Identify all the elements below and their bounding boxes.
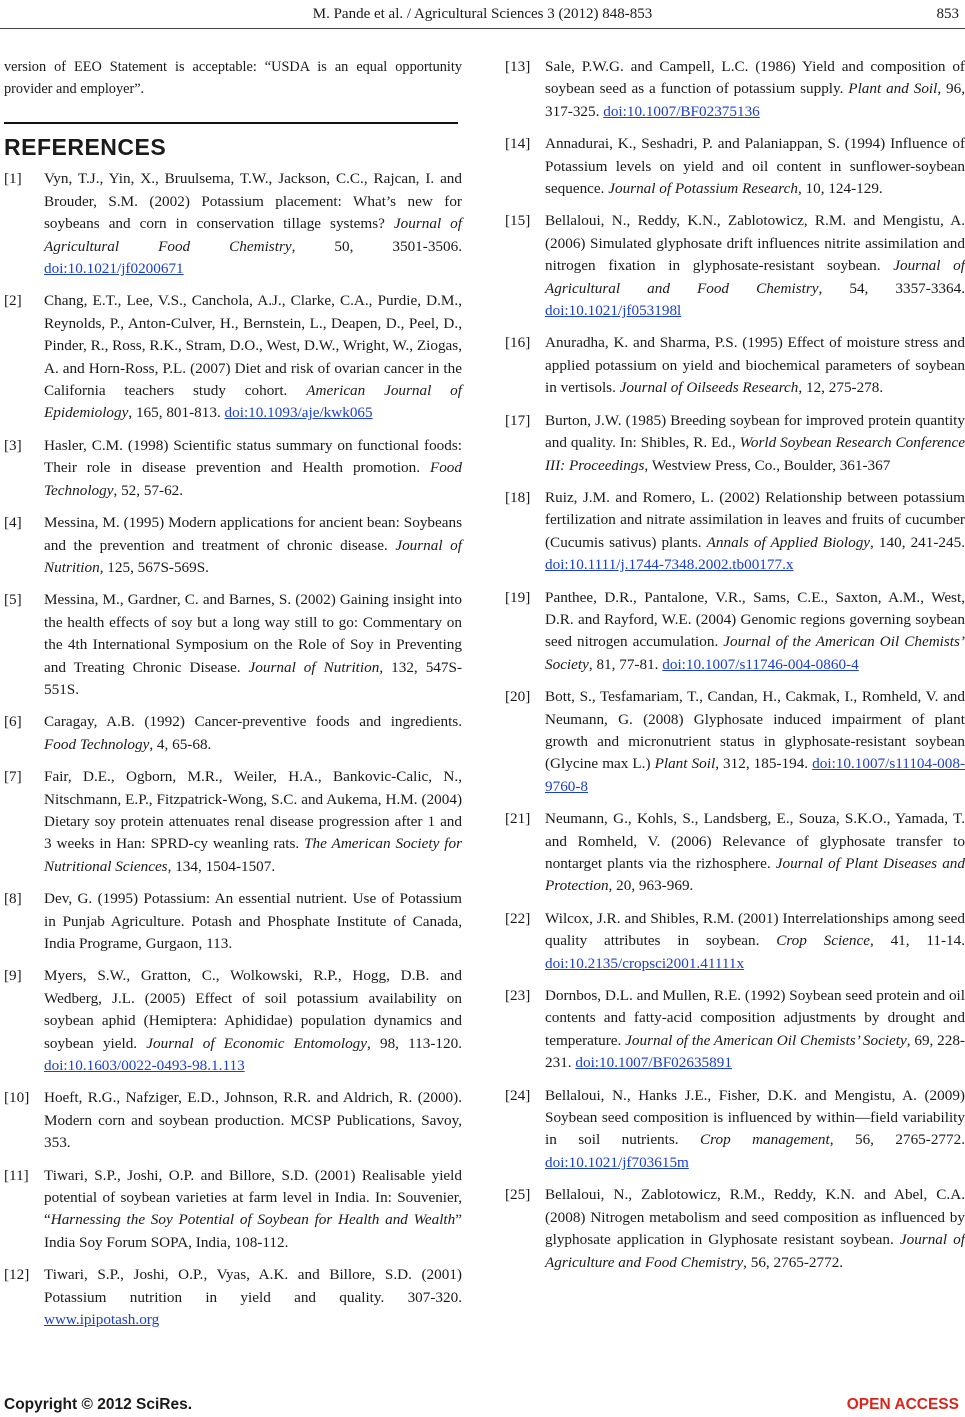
reference-number: [17] [505, 411, 531, 429]
reference-volume-pages: , Westview Press, Co., Boulder, 361-367 [644, 456, 891, 474]
reference-authors-title: Tiwari, S.P., Joshi, O.P. and Billore, S.D. (2001) Realisable yield potential of soybean varieties at farm level in India. In: Souvenier, “ [44, 1166, 462, 1229]
reference-entry [505, 133, 965, 200]
reference-number: [20] [505, 688, 531, 706]
reference-number: [24] [505, 1086, 531, 1104]
header-divider [0, 28, 965, 29]
reference-number: [1] [4, 170, 22, 188]
reference-entry [4, 168, 462, 280]
reference-authors-title: Wilcox, J.R. and Shibles, R.M. (2001) Interrelationships among seed quality attributes in soybean. [545, 909, 965, 950]
reference-volume-pages: , 4, 65-68. [149, 735, 212, 753]
reference-authors-title: Bellaloui, N., Hanks J.E., Fisher, D.K. and Mengistu, A. (2009) Soybean seed composition is influenced by within—field variability in soil nutrients. [545, 1086, 965, 1149]
reference-volume-pages: , 312, 185-194. [715, 755, 813, 773]
reference-text [44, 1087, 462, 1154]
reference-journal: Crop Science [776, 932, 870, 950]
reference-text [44, 1264, 462, 1331]
reference-number: [7] [4, 768, 22, 786]
references-list-right [505, 56, 965, 1274]
reference-journal: Journal of Agriculture and Food Chemistry [545, 1231, 965, 1271]
reference-volume-pages: , 96, 317-325. [545, 80, 965, 120]
reference-volume-pages: , 165, 801-813. [128, 404, 225, 422]
reference-entry [505, 808, 965, 898]
page-header [0, 6, 965, 30]
reference-volume-pages: , 52, 57-62. [113, 481, 184, 499]
reference-number: [6] [4, 713, 22, 731]
reference-volume-pages: , 56, 2765-2772. [829, 1131, 965, 1149]
reference-number: [23] [505, 987, 531, 1005]
reference-text [545, 808, 965, 898]
reference-number: [15] [505, 212, 531, 230]
intro-paragraph: version of EEO Statement is acceptable: “USDA is an equal opportunity provider and employer”. [4, 59, 462, 97]
reference-text [545, 133, 965, 200]
left-column [4, 56, 462, 1342]
running-title: M. Pande et al. / Agricultural Sciences 3 (2012) 848-853 [312, 6, 653, 22]
reference-authors-title: Hasler, C.M. (1998) Scientific status summary on functional foods: Their role in disease prevention and Health promotion. [44, 436, 462, 477]
reference-text [545, 210, 965, 322]
section-divider [4, 122, 458, 124]
reference-entry [505, 985, 965, 1075]
doi-link[interactable]: www.ipipotash.org [44, 1311, 160, 1329]
reference-entry [4, 888, 462, 955]
reference-journal: The American Society for Nutritional Sciences [44, 835, 462, 875]
reference-authors-title: Messina, M. (1995) Modern applications for ancient bean: Soybeans and the prevention and treatment of chronic disease. [44, 514, 462, 554]
reference-text [44, 965, 462, 1077]
reference-volume-pages: , 20, 963-969. [608, 877, 694, 895]
reference-entry [4, 435, 462, 502]
doi-link[interactable]: doi:10.1007/s11746-004-0860-4 [662, 655, 859, 673]
reference-authors-title: Hoeft, R.G., Nafziger, E.D., Johnson, R.R. and Aldrich, R. (2000). Modern corn and soybean production. MCSP Publications, Savoy, 353. [44, 1089, 462, 1152]
open-access-label: OPEN ACCESS [846, 1396, 959, 1413]
reference-text [545, 410, 965, 477]
reference-number: [9] [4, 967, 22, 985]
doi-link[interactable]: doi:10.1021/jf703615m [545, 1153, 689, 1171]
page-number: 853 [936, 6, 959, 22]
reference-entry [4, 1165, 462, 1255]
reference-authors-title: Vyn, T.J., Yin, X., Bruulsema, T.W., Jackson, C.C., Rajcan, I. and Brouder, S.M. (2002) Potassium placement: What’s new for soybeans and corn in conservation tillage systems? [44, 170, 462, 233]
reference-authors-title: Messina, M., Gardner, C. and Barnes, S. (2002) Gaining insight into the health effects of soy but a long way still to go: Commentary on the 4th International Symposium on the Role of Soy in Preventing and Treating Chronic Disease. [44, 591, 462, 676]
reference-authors-title: Dev, G. (1995) Potassium: An essential nutrient. Use of Potassium in Punjab Agriculture. Potash and Phosphate Institute of Canada, India Programe, Gurgaon, 113. [44, 890, 462, 952]
reference-authors-title: Bott, S., Tesfamariam, T., Candan, H., Cakmak, I., Romheld, V. and Neumann, G. (2008) Glyphosate induced impairment of plant growth and micronutrient status in glyphosate-resistant soybean (Glycine max L.) [545, 688, 965, 773]
reference-journal: Annals of Applied Biology [706, 533, 871, 551]
reference-number: [22] [505, 909, 531, 927]
reference-number: [14] [505, 135, 531, 153]
reference-number: [11] [4, 1166, 29, 1184]
reference-entry [505, 487, 965, 577]
reference-text [44, 168, 462, 280]
reference-text [545, 985, 965, 1075]
reference-number: [8] [4, 890, 22, 908]
doi-link[interactable]: doi:10.1007/BF02635891 [575, 1054, 732, 1072]
reference-entry [4, 1087, 462, 1154]
reference-entry [505, 410, 965, 477]
references-heading: REFERENCES [4, 134, 167, 160]
reference-authors-title: Burton, J.W. (1985) Breeding soybean for improved protein quantity and quality. In: Shibles, R. Ed., [545, 411, 965, 452]
reference-entry [4, 1264, 462, 1331]
reference-journal: Journal of Plant Diseases and Protection [545, 855, 965, 895]
reference-journal: Plant and Soil [848, 80, 938, 98]
reference-text [44, 435, 462, 502]
reference-journal: Journal of Oilseeds Research [619, 379, 799, 397]
reference-journal: Plant Soil [654, 755, 716, 773]
reference-authors-title: Neumann, G., Kohls, S., Landsberg, E., Souza, S.K.O., Yamada, T. and Romheld, V. (2006) Relevance of glyphosate transfer to nontarget plants via the rizhosphere. [545, 810, 965, 872]
reference-authors-title: Fair, D.E., Ogborn, M.R., Weiler, H.A., Bankovic-Calic, N., Nitschmann, E.P., Fitzpatrick-Wong, S.C. and Aukema, H.M. (2004) Dietary soy protein attenuates renal disease progression after 1 and 3 weeks in Han: SPRD-cy weanling rats. [44, 768, 462, 853]
reference-journal: Journal of Nutrition [44, 536, 462, 576]
reference-authors-title: Sale, P.W.G. and Campell, L.C. (1986) Yield and composition of soybean seed as a function of potassium supply. [545, 58, 965, 98]
copyright-notice: Copyright © 2012 SciRes. [4, 1396, 193, 1413]
reference-number: [18] [505, 488, 531, 506]
reference-journal: Crop management [700, 1131, 830, 1149]
reference-entry [505, 210, 965, 322]
reference-journal: Journal of the American Oil Chemists’ Society [545, 633, 965, 673]
doi-link[interactable]: doi:10.1111/j.1744-7348.2002.tb00177.x [545, 556, 794, 574]
reference-entry [505, 56, 965, 123]
reference-entry [4, 589, 462, 701]
reference-entry [4, 512, 462, 579]
reference-number: [13] [505, 58, 531, 75]
reference-volume-pages: , 125, 567S-569S. [99, 558, 209, 576]
reference-entry [505, 1085, 965, 1175]
reference-number: [12] [4, 1266, 30, 1284]
reference-journal: Journal of Nutrition [248, 658, 380, 676]
reference-entry [505, 1184, 965, 1274]
reference-text [44, 589, 462, 701]
reference-journal: Journal of the American Oil Chemists’ Society [625, 1031, 907, 1049]
reference-entry [505, 686, 965, 798]
reference-authors-title: Myers, S.W., Gratton, C., Wolkowski, R.P., Hogg, D.B. and Wedberg, J.L. (2005) Effect of soil potassium availability on soybean aphid (Hemiptera: Aphididae) population dynamics and soybean yield. [44, 967, 462, 1052]
reference-text [545, 908, 965, 975]
reference-volume-pages: , 10, 124-129. [797, 180, 883, 198]
reference-text [44, 766, 462, 878]
reference-number: [16] [505, 334, 531, 352]
reference-entry [505, 908, 965, 975]
reference-entry [505, 332, 965, 399]
reference-number: [19] [505, 588, 531, 606]
reference-volume-pages: , 50, 3501-3506. [291, 237, 462, 255]
reference-authors-title: Bellaloui, N., Reddy, K.N., Zablotowicz, R.M. and Mengistu, A. (2006) Simulated glyphosate drift influences nitrite assimilation and nitrogen fixation in glyphosate-resistant soybean. [545, 212, 965, 275]
doi-link[interactable]: doi:10.1093/aje/kwk065 [224, 404, 373, 422]
reference-text [545, 332, 965, 399]
reference-volume-pages: ” India Soy Forum SOPA, India, 108-112. [44, 1211, 462, 1251]
reference-number: [10] [4, 1089, 30, 1107]
reference-authors-title: Panthee, D.R., Pantalone, V.R., Sams, C.E., Saxton, A.M., West, D.R. and Rayford, W.E. (2004) Genomic regions governing soybean seed nitrogen accumulation. [545, 588, 965, 651]
reference-text [545, 587, 965, 677]
reference-journal: World Soybean Research Conference III: Proceedings [545, 434, 965, 474]
doi-link[interactable]: doi:10.1021/jf053198l [545, 302, 682, 320]
reference-text [545, 1184, 965, 1274]
reference-entry [4, 290, 462, 424]
doi-link[interactable]: doi:10.1007/BF02375136 [603, 102, 760, 120]
reference-authors-title: Anuradha, K. and Sharma, P.S. (1995) Effect of moisture stress and applied potassium on yield and biochemical parameters of soybean in vertisols. [545, 334, 965, 397]
reference-entry [505, 587, 965, 677]
reference-volume-pages: , 132, 547S-551S. [44, 658, 462, 698]
doi-link[interactable]: doi:10.1603/0022-0493-98.1.113 [44, 1057, 245, 1075]
reference-journal: Journal of Economic Entomology [146, 1034, 368, 1052]
reference-text [545, 1085, 965, 1175]
reference-authors-title: Caragay, A.B. (1992) Cancer-preventive foods and ingredients. [44, 713, 462, 731]
reference-volume-pages: , 69, 228-231. [545, 1031, 965, 1072]
reference-volume-pages: , 140, 241-245. [870, 533, 965, 551]
reference-journal: Journal of Agricultural Food Chemistry [44, 215, 462, 255]
doi-link[interactable]: doi:10.1007/s11104-008-9760-8 [545, 755, 965, 795]
reference-text [545, 487, 965, 577]
reference-entry [4, 766, 462, 878]
reference-number: [25] [505, 1186, 531, 1204]
reference-volume-pages: , 81, 77-81. [588, 655, 663, 673]
reference-text [545, 686, 965, 798]
reference-text [44, 888, 462, 955]
reference-text [44, 1165, 462, 1255]
reference-volume-pages: , 134, 1504-1507. [167, 857, 276, 875]
doi-link[interactable]: doi:10.1021/jf0200671 [44, 260, 184, 278]
reference-journal: Harnessing the Soy Potential of Soybean for Health and Wealth [50, 1211, 456, 1229]
reference-volume-pages: , 98, 113-120. [367, 1034, 463, 1052]
reference-authors-title: Ruiz, J.M. and Romero, L. (2002) Relationship between potassium fertilization and nitrate assimilation in leaves and fruits of cucumber (Cucumis sativus) plants. [545, 488, 965, 551]
reference-number: [21] [505, 810, 531, 828]
reference-volume-pages: , 56, 2765-2772. [743, 1253, 844, 1271]
reference-entry [4, 965, 462, 1077]
reference-authors-title: Annadurai, K., Seshadri, P. and Palaniappan, S. (1994) Influence of Potassium levels on yield and oil content in sunflower-soybean sequence. [545, 135, 965, 198]
reference-text [44, 711, 462, 756]
reference-authors-title: Tiwari, S.P., Joshi, O.P., Vyas, A.K. and Billore, S.D. (2001) Potassium nutrition in yield and quality. 307-320. [44, 1266, 462, 1306]
reference-journal: American Journal of Epidemiology [44, 382, 462, 422]
reference-number: [3] [4, 436, 22, 454]
reference-authors-title: Chang, E.T., Lee, V.S., Canchola, A.J., Clarke, C.A., Purdie, D.M., Reynolds, P., Anton-Culver, H., Bernstein, L., Deapen, D., Peel, D., Pinder, R., Ross, R.K., Stram, D.O., West, D.W., Wright, W., Ziogas, A. and Horn-Ross, P.L. (2007) Diet and risk of ovarian cancer in the California teachers study cohort. [44, 292, 462, 400]
reference-authors-title: Bellaloui, N., Zablotowicz, R.M., Reddy, K.N. and Abel, C.A. (2008) Nitrogen metabolism and seed composition as influenced by glyphosate application in Glyphosate resistant soybean. [545, 1186, 965, 1249]
reference-text [44, 512, 462, 579]
doi-link[interactable]: doi:10.2135/cropsci2001.41111x [545, 954, 745, 972]
reference-authors-title: Dornbos, D.L. and Mullen, R.E. (1992) Soybean seed protein and oil contents and fatty-acid composition adjustments by drought and temperature. [545, 987, 965, 1049]
reference-journal: Food Technology [44, 459, 462, 499]
reference-number: [4] [4, 514, 22, 532]
reference-entry [4, 711, 462, 756]
reference-journal: Food Technology [44, 735, 150, 753]
reference-volume-pages: , 54, 3357-3364. [818, 279, 965, 297]
reference-text [44, 290, 462, 424]
reference-text [545, 56, 965, 123]
reference-number: [5] [4, 591, 22, 609]
reference-number: [2] [4, 292, 22, 310]
reference-journal: Journal of Agricultural and Food Chemistry [545, 257, 965, 297]
reference-volume-pages: , 12, 275-278. [798, 379, 884, 397]
reference-volume-pages: , 41, 11-14. [870, 932, 965, 950]
references-list-left [4, 168, 462, 1331]
reference-journal: Journal of Potassium Research [608, 180, 798, 198]
right-column [505, 56, 965, 1284]
